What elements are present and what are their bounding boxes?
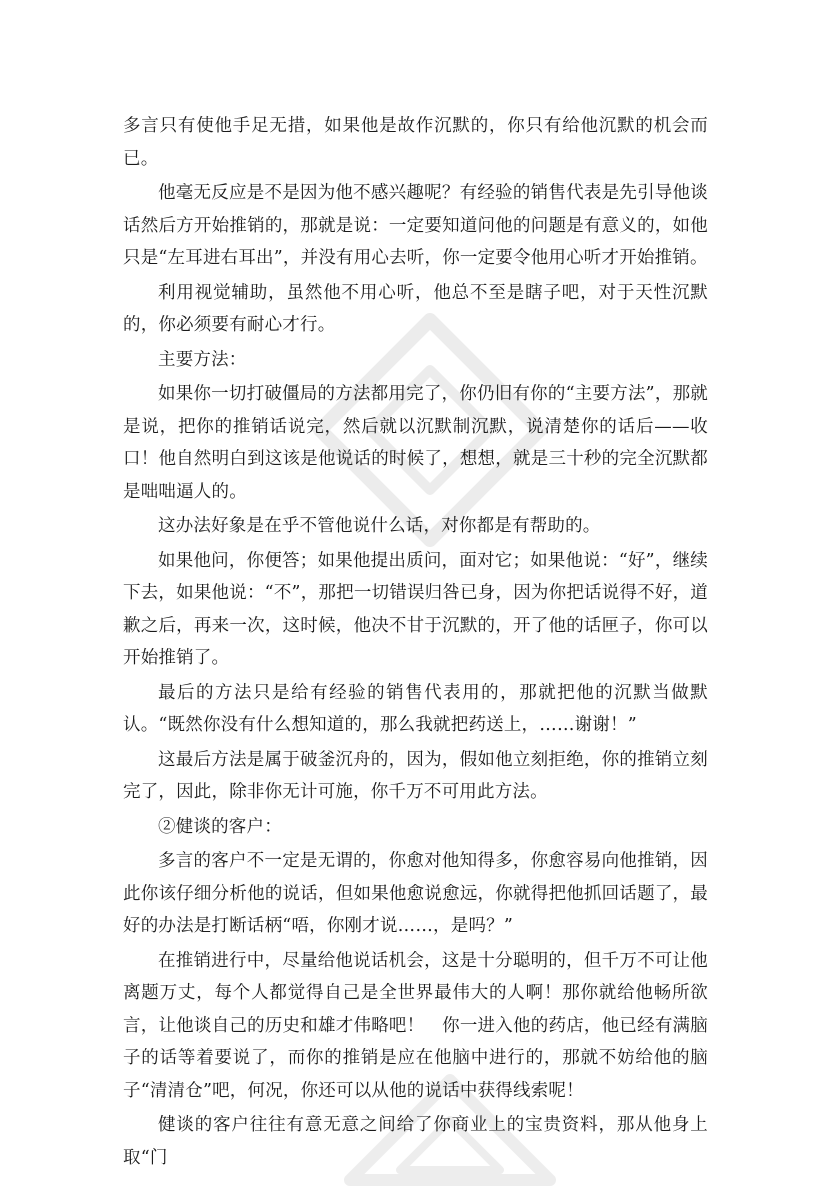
paragraph: 健谈的客户往往有意无意之间给了你商业上的宝贵资料，那从他身上取“门 xyxy=(123,1115,708,1168)
section-heading: 主要方法： xyxy=(158,349,247,370)
paragraph: 最后的方法只是给有经验的销售代表用的，那就把他的沉默当做默认。“既然你没有什么想知道的，那么我就把药送上，……谢谢！” xyxy=(123,682,708,735)
section-heading: ②健谈的客户： xyxy=(158,816,282,837)
paragraph: 在推销进行中，尽量给他说话机会，这是十分聪明的，但千万不可让他离题万丈，每个人都觉得自己是全世界最伟大的人啊！那你就给他畅所欲言，让他谈自己的历史和雄才伟略吧！ 你一进入他的药店，他已经有满脑子的话等着要说了，而你的推销是应在他脑中进行的，那就不妨给他的脑子“清清仓”吧，何况，你还可以从他的说话中获得线索呢！ xyxy=(123,950,708,1101)
document-body xyxy=(123,110,708,1176)
paragraph: 如果你一切打破僵局的方法都用完了，你仍旧有你的“主要方法”，那就是说，把你的推销话说完，然后就以沉默制沉默，说清楚你的话后——收口！他自然明白到这该是他说话的时候了，想想，就是三十秒的完全沉默都是咄咄逼人的。 xyxy=(123,384,708,502)
paragraph: 利用视觉辅助，虽然他不用心听，他总不至是瞎子吧，对于天性沉默的，你必须要有耐心才行。 xyxy=(123,282,708,335)
paragraph: 如果他问，你便答；如果他提出质问，面对它；如果他说：“好”，继续下去，如果他说：“不”，那把一切错误归咎已身，因为你把话说得不好，道歉之后，再来一次，这时候，他决不甘于沉默的，开了他的话匣子，你可以开始推销了。 xyxy=(123,550,708,668)
paragraph: 多言的客户不一定是无谓的，你愈对他知得多，你愈容易向他推销，因此你该仔细分析他的说话，但如果他愈说愈远，你就得把他抓回话题了，最好的办法是打断话柄“唔，你刚才说……，是吗？” xyxy=(123,851,708,936)
paragraph: 他毫无反应是不是因为他不感兴趣呢？有经验的销售代表是先引导他谈话然后方开始推销的，那就是说：一定要知道问他的问题是有意义的，如他只是“左耳进右耳出”，并没有用心去听，你一定要令他用心听才开始推销。 xyxy=(123,183,708,268)
paragraph: 多言只有使他手足无措，如果他是故作沉默的，你只有给他沉默的机会而已。 xyxy=(123,116,708,169)
paragraph: 这办法好象是在乎不管他说什么话，对你都是有帮助的。 xyxy=(158,516,601,536)
paragraph: 这最后方法是属于破釜沉舟的，因为，假如他立刻拒绝，你的推销立刻完了，因此，除非你无计可施，你千万不可用此方法。 xyxy=(123,749,708,802)
